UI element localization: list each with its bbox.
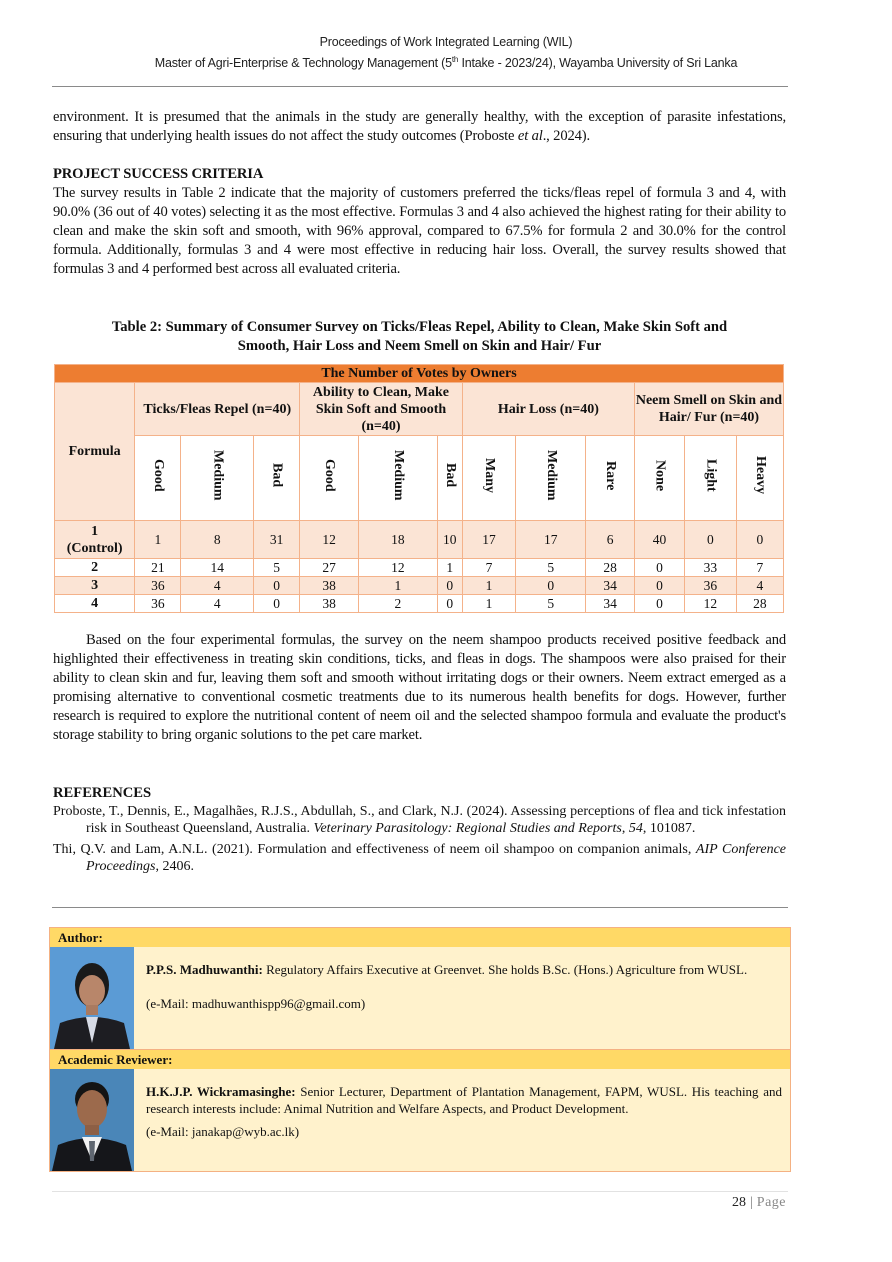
references-section bbox=[53, 785, 786, 879]
table-row: 1 (Control) 1 8 31 12 18 10 17 17 6 40 0 0 bbox=[55, 521, 784, 559]
sub-header: Heavy bbox=[736, 436, 783, 521]
formula-cell: 1 (Control) bbox=[55, 521, 135, 559]
author-bar-label: Author: bbox=[50, 928, 790, 947]
sub-header: Bad bbox=[437, 436, 462, 521]
reference-item: Thi, Q.V. and Lam, A.N.L. (2021). Formulation and effectiveness of neem oil shampoo on companion animals, AIP Conference Proceedings, 2406. bbox=[53, 841, 786, 874]
header-line-1: Proceedings of Work Integrated Learning (WIL) bbox=[319, 35, 573, 49]
bio-divider bbox=[52, 907, 788, 908]
reviewer-name: H.K.J.P. Wickramasinghe: bbox=[146, 1084, 296, 1099]
section-heading: PROJECT SUCCESS CRITERIA bbox=[53, 166, 264, 182]
reviewer-bio: H.K.J.P. Wickramasinghe: Senior Lecturer, Department of Plantation Management, FAPM, WUSL. His teaching and research interests include: Animal Nutrition and Welfare Aspects, and Product Development. (e-Mail: janakap@wyb.ac.lk) bbox=[146, 1084, 782, 1139]
sub-header: Medium bbox=[358, 436, 437, 521]
header-divider bbox=[52, 86, 788, 87]
table-banner: The Number of Votes by Owners bbox=[55, 365, 784, 383]
table-row: 3 36 4 0 38 1 0 1 0 34 0 36 4 bbox=[55, 577, 784, 595]
running-header bbox=[0, 34, 892, 72]
sub-header: Good bbox=[300, 436, 359, 521]
group-header: Ability to Clean, Make Skin Soft and Smooth (n=40) bbox=[300, 383, 463, 436]
reference-item: Proboste, T., Dennis, E., Magalhães, R.J.S., Abdullah, S., and Clark, N.J. (2024). Assessing perceptions of flea and tick infestation risk in Southeast Queensland, Australia. Veterinary Parasitology: Regional Studies and Reports, 54, 101087. bbox=[53, 803, 786, 836]
group-header: Neem Smell on Skin and Hair/ Fur (n=40) bbox=[634, 383, 783, 436]
conclusion-paragraph: Based on the four experimental formulas, the survey on the neem shampoo products received positive feedback and highlighted their effectiveness in treating skin conditions, ticks, and fleas in dogs. The shampoos were also praised for their ability to clean skin and fur, leaving them soft and smooth without irritating dogs or their owners. Neem extract emerged as a promising alternative to conventional cosmetic treatments due to its numerous health benefits for dogs. However, further research is required to explore the nutritional content of neem oil and the selected shampoo formula and evaluate the product's storage stability to bring organic solutions to the pet care market. bbox=[53, 632, 786, 743]
sub-header: Medium bbox=[516, 436, 586, 521]
sub-header: Light bbox=[684, 436, 736, 521]
page-number: 28 | Page bbox=[731, 1195, 786, 1210]
references-heading: REFERENCES bbox=[53, 785, 152, 801]
intro-paragraph: environment. It is presumed that the animals in the study are generally healthy, with the exception of parasite infestations, ensuring that underlying health issues do not affect the study outcomes (Proboste et al., 2024). bbox=[53, 109, 786, 144]
survey-table bbox=[54, 364, 784, 613]
table-row: 4 36 4 0 38 2 0 1 5 34 0 12 28 bbox=[55, 595, 784, 613]
formula-header: Formula bbox=[55, 383, 135, 521]
sub-header: Good bbox=[135, 436, 181, 521]
sub-header: Bad bbox=[254, 436, 300, 521]
group-header: Hair Loss (n=40) bbox=[462, 383, 634, 436]
table-row: 2 21 14 5 27 12 1 7 5 28 0 33 7 bbox=[55, 559, 784, 577]
reviewer-bar-label: Academic Reviewer: bbox=[50, 1050, 790, 1069]
author-box bbox=[49, 927, 791, 1050]
sub-header: Medium bbox=[181, 436, 254, 521]
author-bio: P.P.S. Madhuwanthi: Regulatory Affairs Executive at Greenvet. She holds B.Sc. (Hons.) Agriculture from WUSL. (e-Mail: madhuwanthispp96@gmail.com) bbox=[134, 947, 790, 1049]
reviewer-photo bbox=[50, 1069, 134, 1171]
author-email: (e-Mail: madhuwanthispp96@gmail.com) bbox=[146, 996, 366, 1011]
reviewer-email: (e-Mail: janakap@wyb.ac.lk) bbox=[146, 1124, 300, 1139]
group-header: Ticks/Fleas Repel (n=40) bbox=[135, 383, 300, 436]
sub-header: None bbox=[634, 436, 684, 521]
author-photo bbox=[50, 947, 134, 1049]
person-portrait-icon bbox=[50, 947, 134, 1049]
header-line-2: Master of Agri-Enterprise & Technology Management (5th Intake - 2023/24), Wayamba University of Sri Lanka bbox=[154, 55, 738, 71]
footer-divider bbox=[52, 1191, 788, 1192]
table-caption: Table 2: Summary of Consumer Survey on Ticks/Fleas Repel, Ability to Clean, Make Skin Soft and Smooth, Hair Loss and Neem Smell on Skin and Hair/ Fur bbox=[111, 319, 728, 354]
reviewer-box bbox=[49, 1050, 791, 1172]
person-portrait-icon bbox=[50, 1069, 134, 1171]
section-paragraph: The survey results in Table 2 indicate that the majority of customers preferred the ticks/fleas repel of formula 3 and 4, with 90.0% (36 out of 40 votes) selecting it as the most effective. Formulas 3 and 4 also achieved the highest rating for their ability to clean and make the skin soft and smooth, with 96% approval, compared to 67.5% for formula 2 and 30.0% for the control formula. Additionally, formulas 3 and 4 were most effective in reducing hair loss. Overall, the survey results showed that formulas 3 and 4 performed best across all evaluated criteria. bbox=[53, 185, 786, 277]
sub-header: Many bbox=[462, 436, 515, 521]
sub-header: Rare bbox=[586, 436, 635, 521]
success-criteria-section bbox=[53, 165, 786, 279]
author-name: P.P.S. Madhuwanthi: bbox=[146, 962, 263, 977]
